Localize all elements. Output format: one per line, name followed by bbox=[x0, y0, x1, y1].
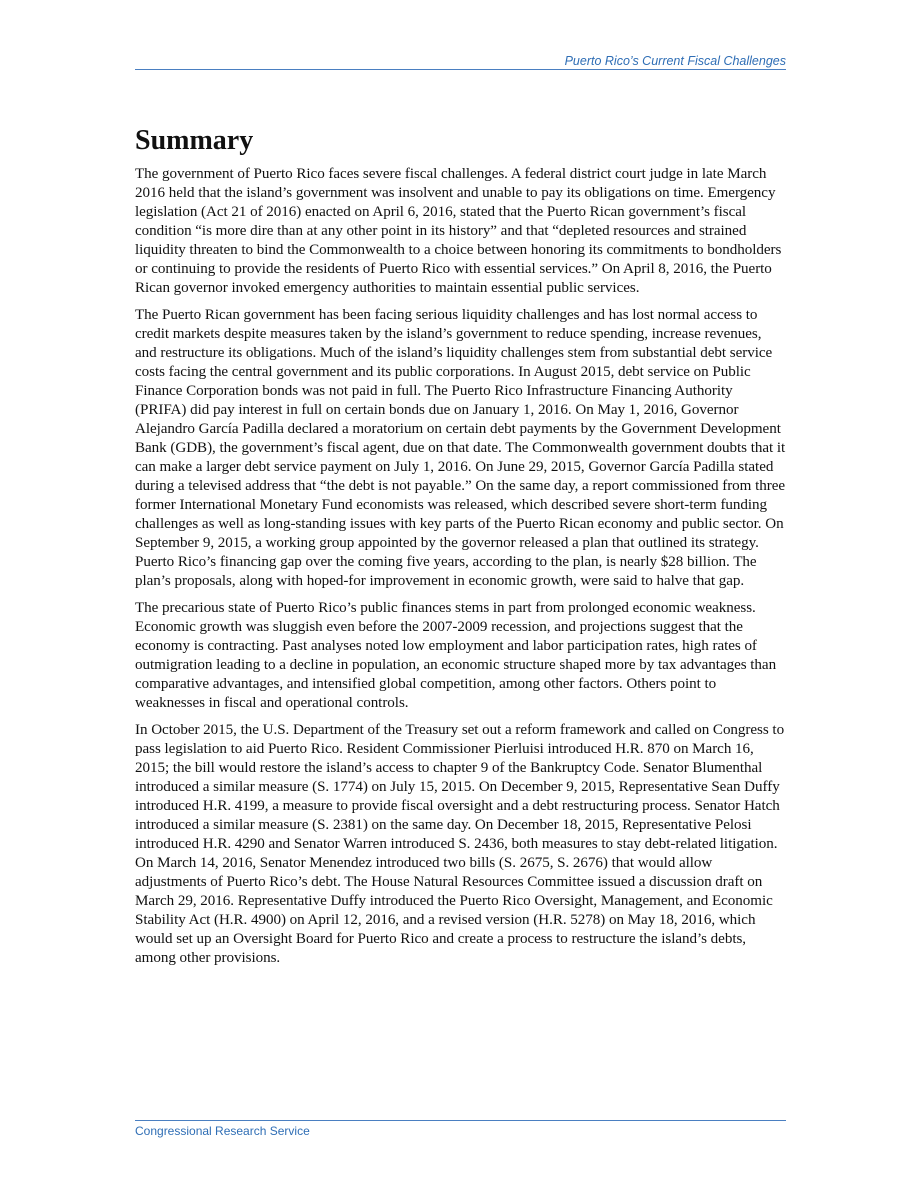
header-divider bbox=[135, 69, 786, 70]
footer-divider bbox=[135, 1120, 786, 1121]
paragraph-1: The government of Puerto Rico faces severe fiscal challenges. A federal district court judge in late March 2016 held that the island’s government was insolvent and unable to pay its obligations on time. Emergency legislation (Act 21 of 2016) enacted on April 6, 2016, stated that the Puerto Rican government’s fiscal condition “is more dire than at any other point in its history” and that “depleted resources and strained liquidity threaten to bind the Commonwealth to a choice between honoring its commitments to bondholders or continuing to provide the residents of Puerto Rico with essential services.” On April 8, 2016, the Puerto Rican governor invoked emergency authorities to maintain essential public services. bbox=[135, 166, 782, 296]
document-body bbox=[135, 124, 786, 976]
section-title: Summary bbox=[135, 125, 254, 156]
paragraph-3: The precarious state of Puerto Rico’s public finances stems in part from prolonged economic weakness. Economic growth was sluggish even before the 2007-2009 recession, and projections suggest that the economy is contracting. Past analyses noted low employment and labor participation rates, high rates of outmigration leading to a decline in population, an economic structure shaped more by tax advantages than comparative advantages, and intensified global competition, among other factors. Others point to weaknesses in fiscal and operational controls. bbox=[135, 600, 777, 711]
running-header: Puerto Rico’s Current Fiscal Challenges bbox=[564, 54, 786, 68]
paragraph-4: In October 2015, the U.S. Department of the Treasury set out a reform framework and called on Congress to pass legislation to aid Puerto Rico. Resident Commissioner Pierluisi introduced H.R. 870 on March 16, 2015; the bill would restore the island’s access to chapter 9 of the Bankruptcy Code. Senator Blumenthal introduced a similar measure (S. 1774) on July 15, 2015. On December 9, 2015, Representative Sean Duffy introduced H.R. 4199, a measure to provide fiscal oversight and a debt restructuring process. Senator Hatch introduced a similar measure (S. 2381) on the same day. On December 18, 2015, Representative Pelosi introduced H.R. 4290 and Senator Warren introduced S. 2436, both measures to stay debt-related litigation. On March 14, 2016, Senator Menendez introduced two bills (S. 2675, S. 2676) that would allow adjustments of Puerto Rico’s debt. The House Natural Resources Committee issued a discussion draft on March 29, 2016. Representative Duffy introduced the Puerto Rico Oversight, Management, and Economic Stability Act (H.R. 4900) on April 12, 2016, and a revised version (H.R. 5278) on May 18, 2016, which would set up an Oversight Board for Puerto Rico and create a process to restructure the island’s debts, among other provisions. bbox=[135, 722, 785, 966]
paragraph-2: The Puerto Rican government has been facing serious liquidity challenges and has lost normal access to credit markets despite measures taken by the island’s government to reduce spending, increase revenues, and restructure its obligations. Much of the island’s liquidity challenges stem from substantial debt service costs facing the central government and its public corporations. In August 2015, debt service on Public Finance Corporation bonds was not paid in full. The Puerto Rico Infrastructure Financing Authority (PRIFA) did pay interest in full on certain bonds due on January 1, 2016. On May 1, 2016, Governor Alejandro García Padilla declared a moratorium on certain debt payments by the Government Development Bank (GDB), the government’s fiscal agent, due on that date. The Commonwealth government doubts that it can make a larger debt service payment on July 1, 2016. On June 29, 2015, Governor García Padilla stated during a televised address that “the debt is not payable.” On the same day, a report commissioned from three former International Monetary Fund economists was released, which described severe short-term funding challenges as well as long-standing issues with key parts of the Puerto Rican economy and public sector. On September 9, 2015, a working group appointed by the governor released a plan that outlined its strategy. Puerto Rico’s financing gap over the coming five years, according to the plan, is nearly $28 billion. The plan’s proposals, along with hoped-for improvement in economic growth, were said to halve that gap. bbox=[135, 307, 786, 589]
running-footer: Congressional Research Service bbox=[135, 1124, 310, 1138]
